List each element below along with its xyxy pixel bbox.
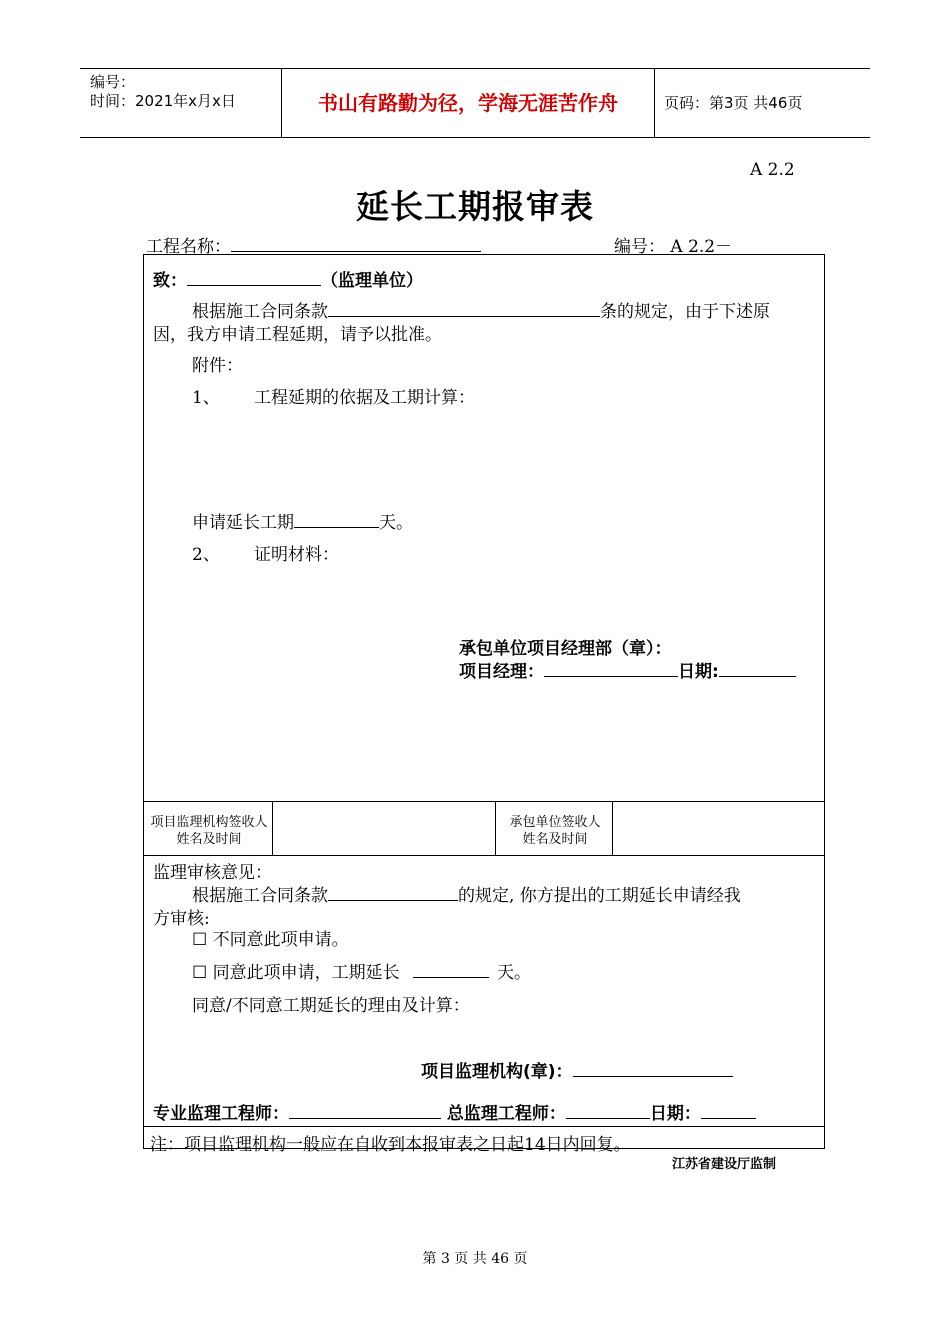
signature-row xyxy=(153,1099,756,1124)
supervisor-receiver-field[interactable] xyxy=(273,802,495,855)
engineer-field[interactable] xyxy=(289,1101,441,1119)
pm-field[interactable] xyxy=(544,659,678,677)
page-info: 页码：第3页 共46页 xyxy=(664,94,803,112)
contractor-dept: 承包单位项目经理部（章）： xyxy=(459,639,672,659)
review-para xyxy=(192,881,741,906)
extend-suffix: 天。 xyxy=(379,513,413,533)
org-seal-row xyxy=(421,1057,733,1082)
reason-label: 同意/不同意工期延长的理由及计算： xyxy=(192,996,470,1016)
contractor-receiver-field[interactable] xyxy=(613,802,824,855)
engineer-label: 专业监理工程师： xyxy=(153,1104,289,1124)
supervisor-receiver-label: 项目监理机构签收人姓名及时间 xyxy=(150,815,268,847)
to-suffix: （监理单位） xyxy=(321,271,423,291)
review-para-line2: 方审核: xyxy=(153,909,210,929)
date-field-2[interactable] xyxy=(701,1101,756,1119)
to-row xyxy=(153,266,423,291)
contract-clause-field[interactable] xyxy=(328,299,600,317)
extend-row xyxy=(192,508,413,533)
org-seal-field[interactable] xyxy=(573,1059,733,1077)
motto: 书山有路勤为径，学海无涯苦作舟 xyxy=(282,69,655,137)
option-disagree[interactable]: ☐ 不同意此项申请。 xyxy=(192,930,349,950)
number-label: 编号： xyxy=(90,73,136,91)
doc-code: A 2.2 xyxy=(750,160,795,180)
date-label-2: 日期： xyxy=(649,1104,701,1124)
serial-label: 编号： A 2.2－ xyxy=(614,237,733,257)
extend-prefix: 申请延长工期 xyxy=(192,513,294,533)
option-agree-suffix: 天。 xyxy=(497,963,532,983)
attachment-label: 附件： xyxy=(192,356,243,376)
chief-field[interactable] xyxy=(566,1101,650,1119)
page-header xyxy=(80,68,870,138)
item2-text: 证明材料： xyxy=(254,545,339,565)
time-label: 时间：2021年x月x日 xyxy=(90,92,236,110)
project-name-label: 工程名称： xyxy=(146,237,231,257)
header-meta xyxy=(80,69,282,137)
project-name-field[interactable] xyxy=(231,234,481,252)
page-footer: 第 3 页 共 46 页 xyxy=(422,1251,528,1267)
review-para-end: 的规定, 你方提出的工期延长申请经我 xyxy=(458,886,741,906)
agree-days-field[interactable] xyxy=(413,960,489,978)
contractor-receiver-label: 承包单位签收人姓名及时间 xyxy=(509,815,601,847)
pm-label: 项目经理： xyxy=(459,662,544,682)
opinion-label: 监理审核意见： xyxy=(153,863,272,883)
issuer: 江苏省建设厅监制 xyxy=(672,1157,777,1172)
item1-num: 1、 xyxy=(192,388,220,408)
option-agree[interactable] xyxy=(192,958,531,983)
supervisor-unit-field[interactable] xyxy=(187,268,321,286)
pm-row xyxy=(459,657,796,682)
para-line2: 因，我方申请工程延期，请予以批准。 xyxy=(153,325,442,345)
extend-days-field[interactable] xyxy=(294,510,379,528)
review-para-start: 根据施工合同条款 xyxy=(192,886,328,906)
review-clause-field[interactable] xyxy=(328,883,458,901)
option-agree-prefix: ☐ 同意此项申请，工期延长 xyxy=(192,963,400,983)
org-seal-label: 项目监理机构(章)： xyxy=(421,1062,573,1082)
date-field-1[interactable] xyxy=(719,659,796,677)
date-label-1: 日期: xyxy=(678,662,719,682)
contract-para xyxy=(192,297,770,322)
to-label: 致： xyxy=(153,271,187,291)
item2-num: 2、 xyxy=(192,545,220,565)
chief-label: 总监理工程师： xyxy=(446,1104,566,1124)
para-end: 条的规定，由于下述原 xyxy=(600,302,770,322)
note: 注：项目监理机构一般应在自收到本报审表之日起14日内回复。 xyxy=(150,1135,631,1155)
item1-text: 工程延期的依据及工期计算： xyxy=(254,388,475,408)
document-title: 延长工期报审表 xyxy=(356,187,594,226)
para-start: 根据施工合同条款 xyxy=(192,302,328,322)
